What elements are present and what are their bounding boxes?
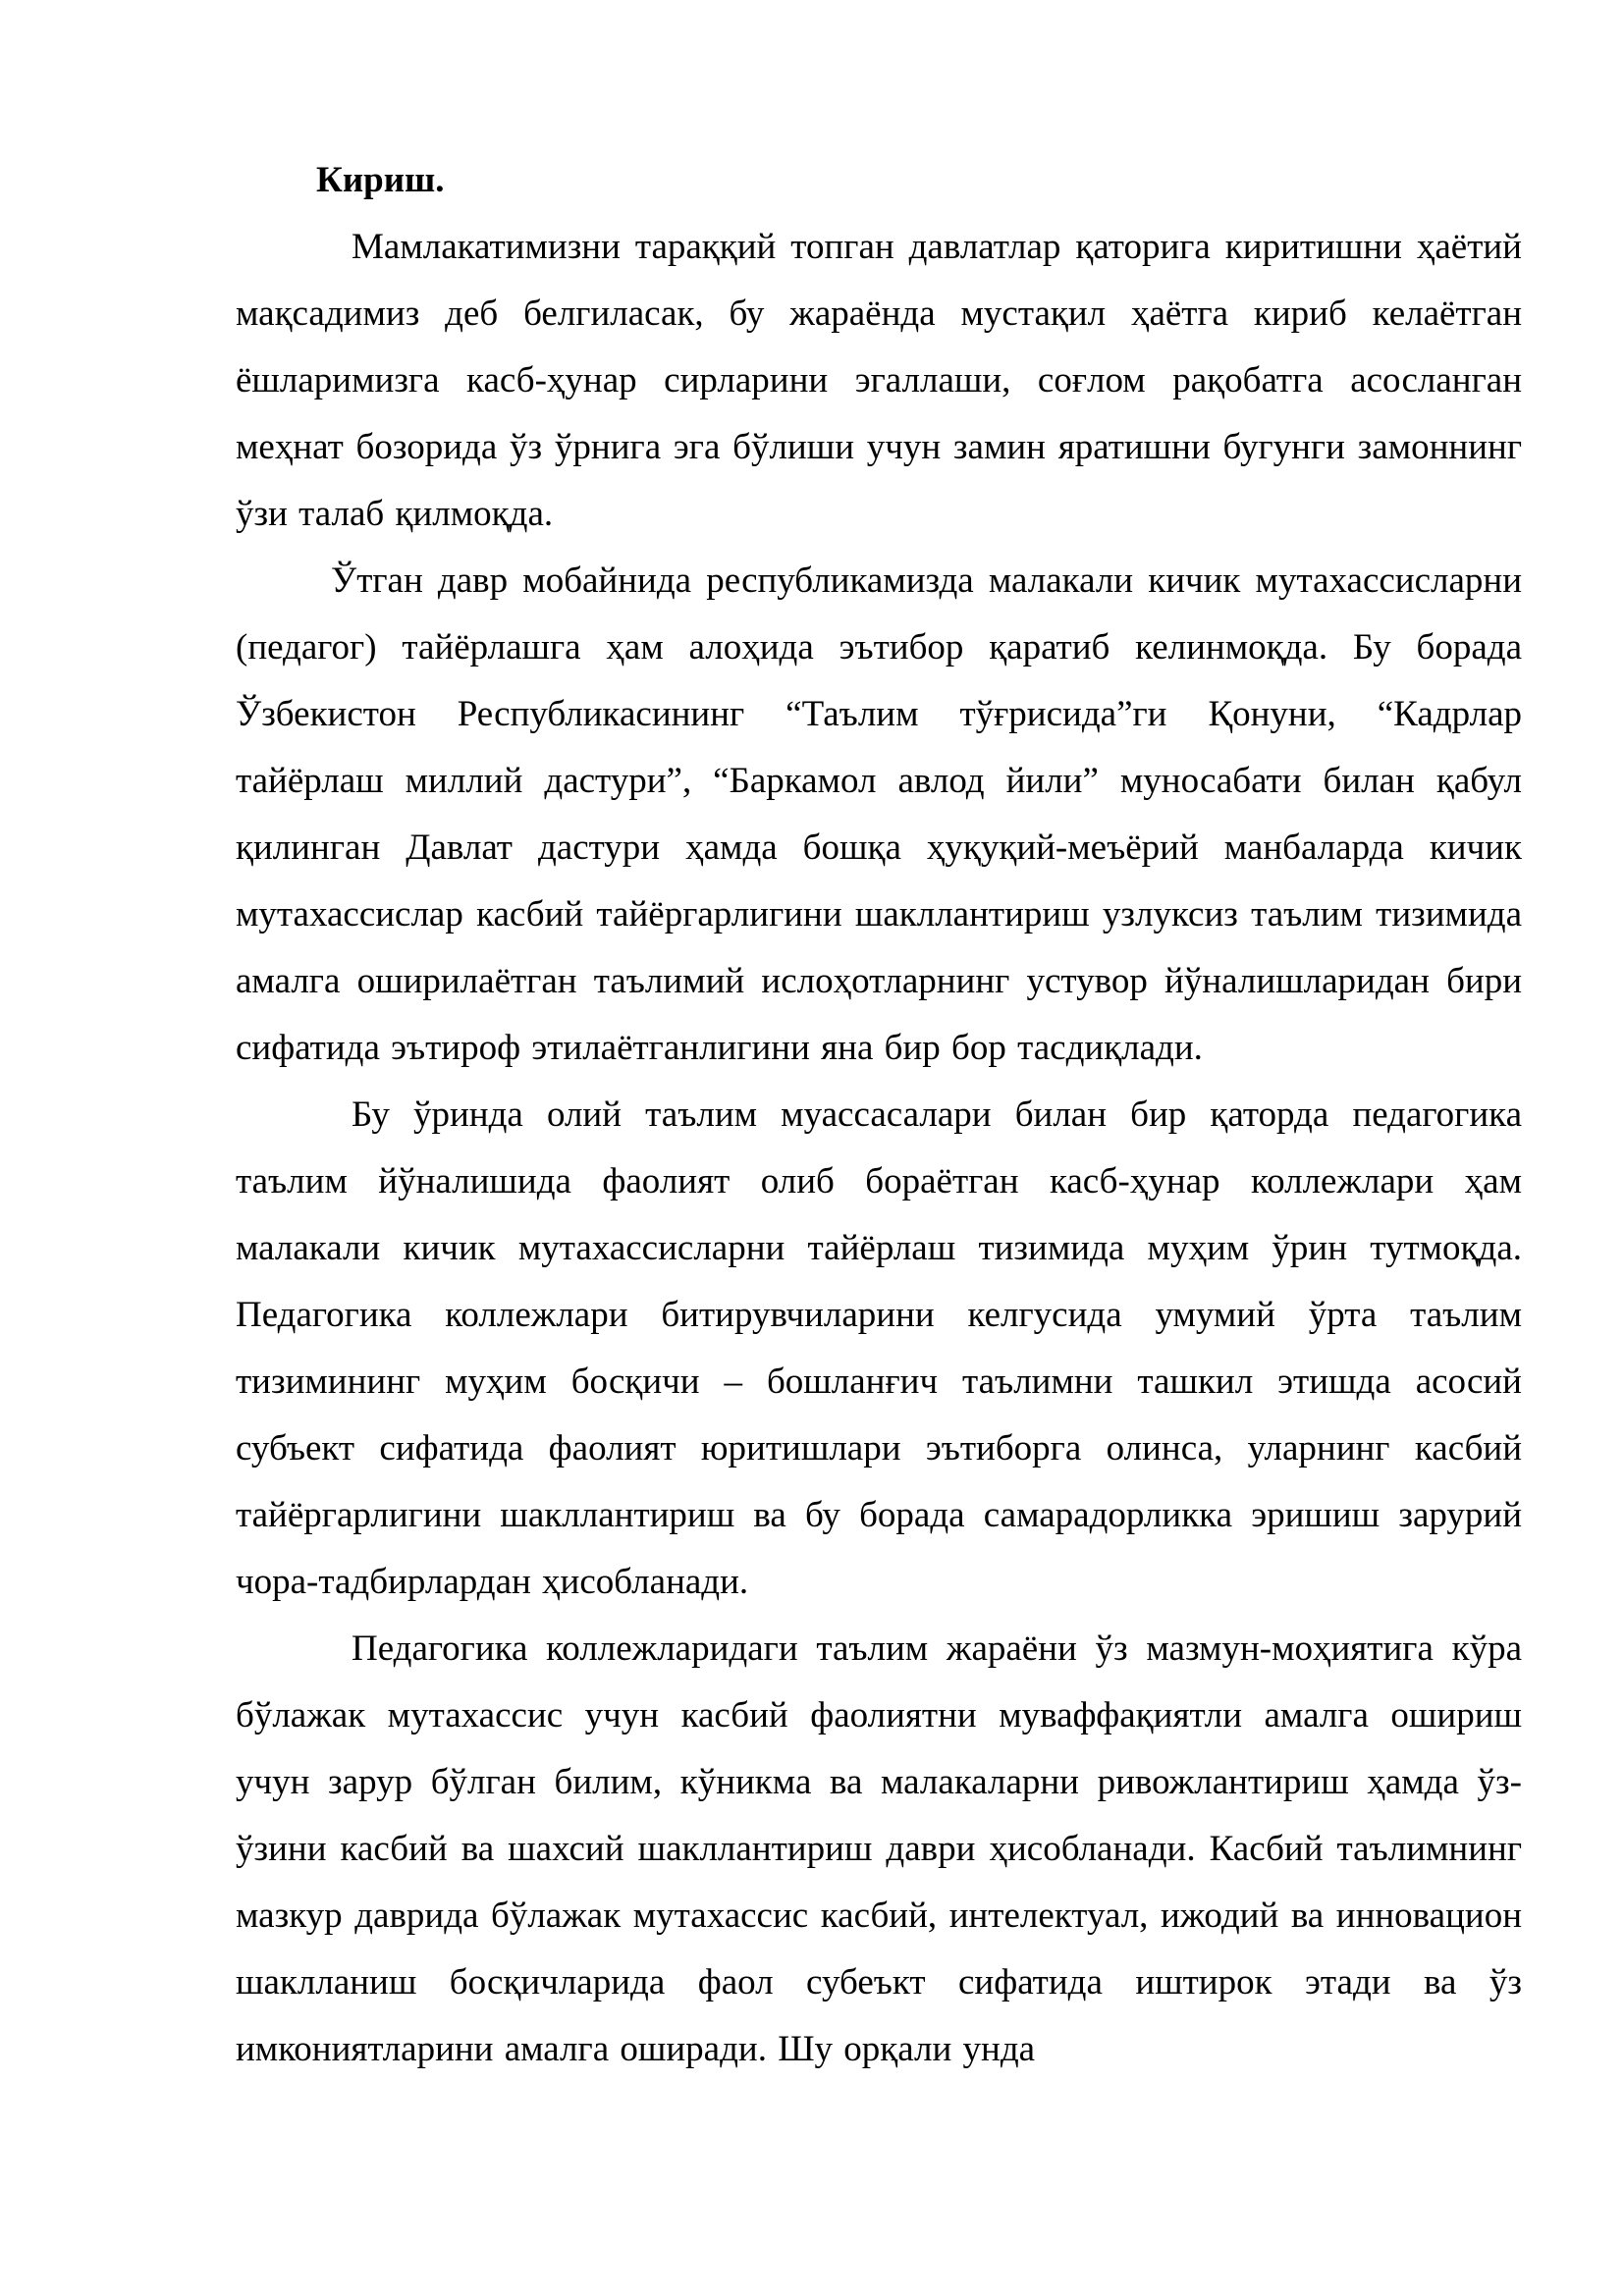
- paragraph-4: Педагогика коллежларидаги таълим жараёни ўз мазмун-моҳиятига кўра бўлажак мутахассис учун касбий фаолиятни муваффақиятли амалга ошириш учун зарур бўлган билим, кўникма ва малакаларни ривожлантириш ҳамда ўз-ўзини касбий ва шахсий шакллантириш даври ҳисобланади. Касбий таълимнинг мазкур даврида бўлажак мутахассис касбий, интелектуал, ижодий ва инновацион шаклланиш босқичларида фаол субеъкт сифатида иштирок этади ва ўз имкониятларини амалга оширади. Шу орқали унда: [236, 1629, 1522, 2069]
- section-heading: Кириш.: [316, 160, 445, 200]
- paragraph-1: Мамлакатимизни тараққий топган давлатлар қаторига киритишни ҳаётий мақсадимиз деб белгиласак, бу жараёнда мустақил ҳаётга кириб келаётган ёшларимизга касб-ҳунар сирларини эгаллаши, соғлом рақобатга асосланган меҳнат бозорида ўз ўрнига эга бўлиши учун замин яратишни бугунги замоннинг ўзи талаб қилмоқда.: [236, 227, 1522, 534]
- paragraph-2: Ўтган давр мобайнида республикамизда малакали кичик мутахассисларни (педагог) тайёрлашга ҳам алоҳида эътибор қаратиб келинмоқда. Бу борада Ўзбекистон Республикасининг “Таълим тўғрисида”ги Қонуни, “Кадрлар тайёрлаш миллий дастури”, “Баркамол авлод йили” муносабати билан қабул қилинган Давлат дастури ҳамда бошқа ҳуқуқий-меъёрий манбаларда кичик мутахассислар касбий тайёргарлигини шакллантириш узлуксиз таълим тизимида амалга оширилаётган таълимий ислоҳотларнинг устувор йўналишларидан бири сифатида эътироф этилаётганлигини яна бир бор тасдиқлади.: [236, 561, 1522, 1068]
- paragraph-3: Бу ўринда олий таълим муассасалари билан бир қаторда педагогика таълим йўналишида фаолият олиб бораётган касб-ҳунар коллежлари ҳам малакали кичик мутахассисларни тайёрлаш тизимида муҳим ўрин тутмоқда. Педагогика коллежлари битирувчиларини келгусида умумий ўрта таълим тизимининг муҳим босқичи – бошланғич таълимни ташкил этишда асосий субъект сифатида фаолият юритишлари эътиборга олинса, уларнинг касбий тайёргарлигини шакллантириш ва бу борада самарадорликка эришиш зарурий чора-тадбирлардан ҳисобланади.: [236, 1095, 1522, 1602]
